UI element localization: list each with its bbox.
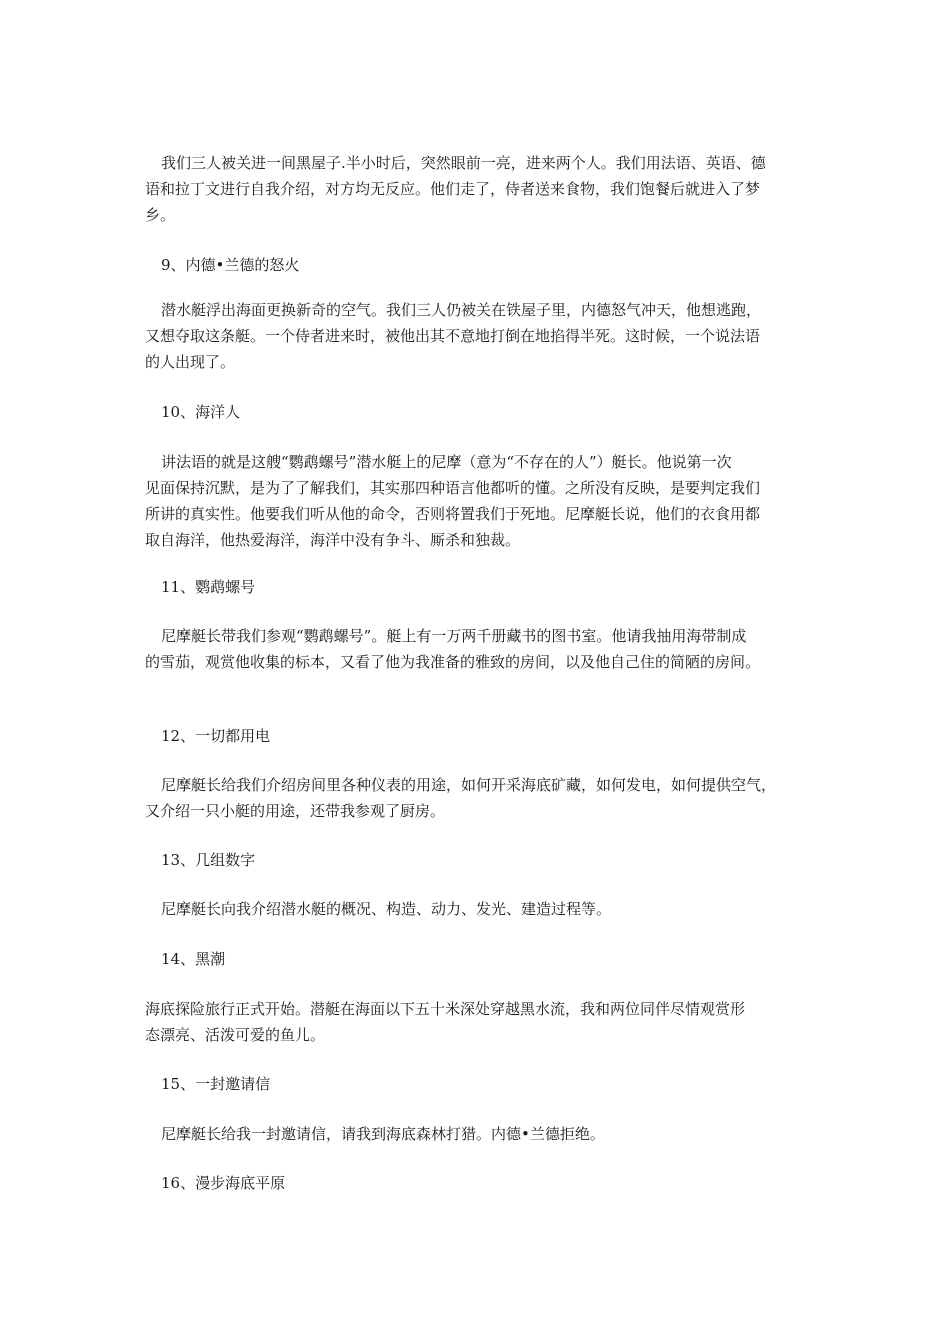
section-heading: 13、几组数字	[161, 851, 256, 869]
paragraph	[145, 1121, 815, 1147]
section-heading: 16、漫步海底平原	[161, 1174, 286, 1192]
text-line: 海底探险旅行正式开始。潜艇在海面以下五十米深处穿越黑水流，我和两位同伴尽情观赏形	[145, 1000, 746, 1018]
section-heading: 14、黑潮	[161, 950, 226, 968]
text-line: 的人出现了。	[145, 353, 236, 371]
section-heading: 12、一切都用电	[161, 727, 271, 745]
text-line: 尼摩艇长带我们参观“鹦鹉螺号”。艇上有一万两千册藏书的图书室。他请我抽用海带制成	[161, 627, 747, 645]
text-line: 语和拉丁文进行自我介绍，对方均无反应。他们走了，侍者送来食物，我们饱餐后就进入了梦	[145, 180, 761, 198]
text-line: 又介绍一只小艇的用途，还带我参观了厨房。	[145, 802, 446, 820]
paragraph	[145, 996, 815, 1048]
paragraph	[145, 896, 815, 922]
paragraph	[145, 449, 815, 553]
text-line: 的雪茄，观赏他收集的标本，又看了他为我准备的雅致的房间，以及他自己住的简陋的房间。	[145, 653, 761, 671]
section-heading: 9、内德•兰德的怒火	[161, 256, 300, 274]
text-line: 取自海洋，他热爱海洋，海洋中没有争斗、厮杀和独裁。	[145, 531, 521, 549]
text-line: 我们三人被关进一间黑屋子.半小时后，突然眼前一亮，进来两个人。我们用法语、英语、德	[161, 154, 766, 172]
paragraph	[145, 623, 815, 675]
text-line: 尼摩艇长给我一封邀请信，请我到海底森林打猎。内德•兰德拒绝。	[161, 1125, 605, 1143]
text-line: 又想夺取这条艇。一个侍者进来时，被他出其不意地打倒在地掐得半死。这时候，一个说法语	[145, 327, 761, 345]
section-heading: 11、鹦鹉螺号	[161, 578, 256, 596]
section-heading: 15、一封邀请信	[161, 1075, 271, 1093]
section-heading: 10、海洋人	[161, 403, 241, 421]
text-line: 乡。	[145, 206, 176, 224]
text-line: 潜水艇浮出海面更换新奇的空气。我们三人仍被关在铁屋子里，内德怒气冲天，他想逃跑，	[161, 301, 762, 319]
paragraph	[145, 297, 815, 375]
text-line: 态漂亮、活泼可爱的鱼儿。	[145, 1026, 326, 1044]
text-line: 讲法语的就是这艘“鹦鹉螺号”潜水艇上的尼摩（意为“不存在的人”）艇长。他说第一次	[161, 453, 732, 471]
text-line: 所讲的真实性。他要我们听从他的命令，否则将置我们于死地。尼摩艇长说，他们的衣食用都	[145, 505, 761, 523]
text-line: 尼摩艇长向我介绍潜水艇的概况、构造、动力、发光、建造过程等。	[161, 900, 612, 918]
text-line: 见面保持沉默，是为了了解我们，其实那四种语言他都听的懂。之所没有反映，是要判定我们	[145, 479, 761, 497]
text-line: 尼摩艇长给我们介绍房间里各种仪表的用途，如何开采海底矿藏，如何发电，如何提供空气，	[161, 776, 777, 794]
paragraph	[145, 772, 815, 824]
paragraph	[145, 150, 815, 228]
